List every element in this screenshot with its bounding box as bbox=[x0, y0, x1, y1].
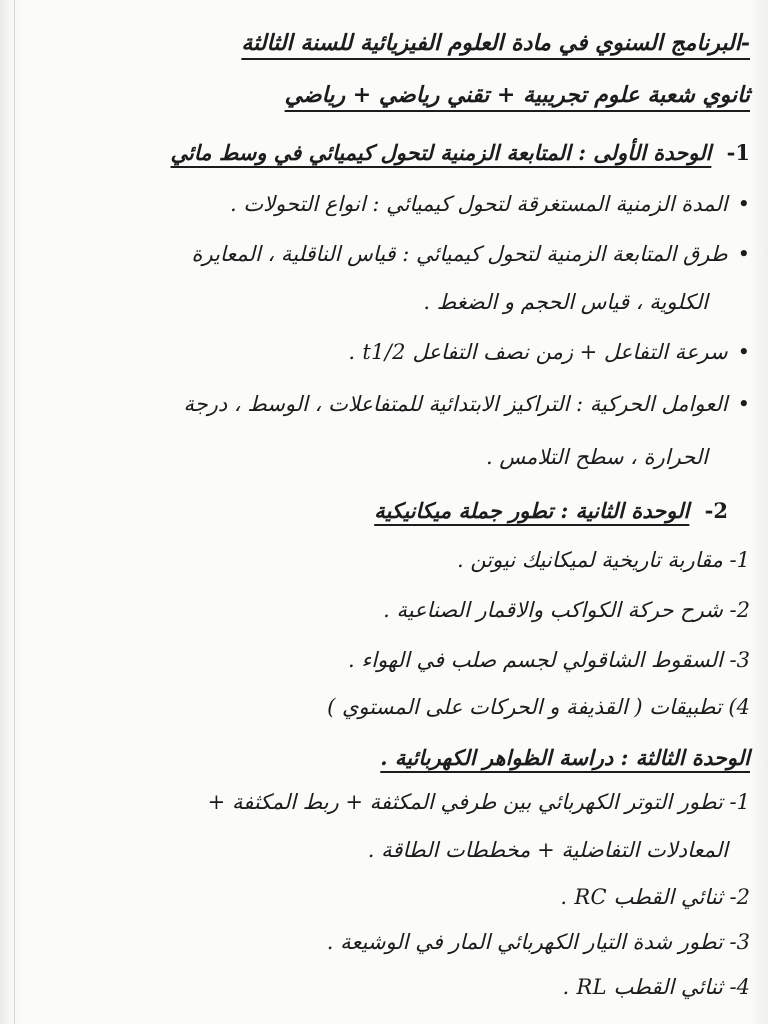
unit-1-item-4-cont: الحرارة ، سطح التلامس . bbox=[485, 445, 708, 469]
unit-2-item-4: 4) تطبيقات ( القذيفة و الحركات على المستوي ) bbox=[327, 695, 750, 719]
unit-2-heading-text: الوحدة الثانية : تطور جملة ميكانيكية bbox=[374, 498, 690, 523]
unit-2-item-3: 3- السقوط الشاقولي لجسم صلب في الهواء . bbox=[348, 648, 750, 672]
unit-2-heading bbox=[10, 498, 728, 523]
unit-2-item-1: 1- مقاربة تاريخية لميكانيك نيوتن . bbox=[456, 548, 750, 572]
unit-3-item-1: 1- تطور التوتر الكهربائي بين طرفي المكثفة + ربط المكثفة + bbox=[207, 790, 750, 814]
unit-3-item-2: 2- ثنائي القطب RC . bbox=[560, 885, 750, 909]
unit-1-item-4: • العوامل الحركية : التراكيز الابتدائية للمتفاعلات ، الوسط ، درجة bbox=[10, 392, 750, 416]
unit-3-item-1-cont: المعادلات التفاضلية + مخططات الطاقة . bbox=[367, 838, 728, 862]
unit-2-item-2: 2- شرح حركة الكواكب والاقمار الصناعية . bbox=[383, 598, 750, 622]
doc-title-line-2: ثانوي شعبة علوم تجريبية + تقني رياضي + رياضي bbox=[284, 82, 750, 108]
unit-3-item-4: 4- ثنائي القطب RL . bbox=[562, 975, 750, 999]
unit-1-heading bbox=[10, 140, 750, 165]
unit-1-item-3: • سرعة التفاعل + زمن نصف التفاعل t1/2 . bbox=[10, 340, 750, 364]
unit-1-heading-text: الوحدة الأولى : المتابعة الزمنية لتحول كيميائي في وسط مائي bbox=[170, 140, 712, 165]
unit-3-item-3: 3- تطور شدة التيار الكهربائي المار في الوشيعة . bbox=[326, 930, 750, 954]
unit-1-number: 1- bbox=[726, 140, 750, 165]
doc-title-line-1: -البرنامج السنوي في مادة العلوم الفيزيائية للسنة الثالثة bbox=[241, 30, 750, 56]
unit-1-item-1: • المدة الزمنية المستغرقة لتحول كيميائي : انواع التحولات . bbox=[10, 192, 750, 216]
unit-3-heading: الوحدة الثالثة : دراسة الظواهر الكهربائية . bbox=[380, 745, 750, 770]
unit-1-item-2: • طرق المتابعة الزمنية لتحول كيميائي : قياس الناقلية ، المعايرة bbox=[10, 242, 750, 266]
unit-1-item-2-cont: الكلوية ، قياس الحجم و الضغط . bbox=[423, 290, 708, 314]
unit-2-number: 2- bbox=[704, 498, 728, 523]
